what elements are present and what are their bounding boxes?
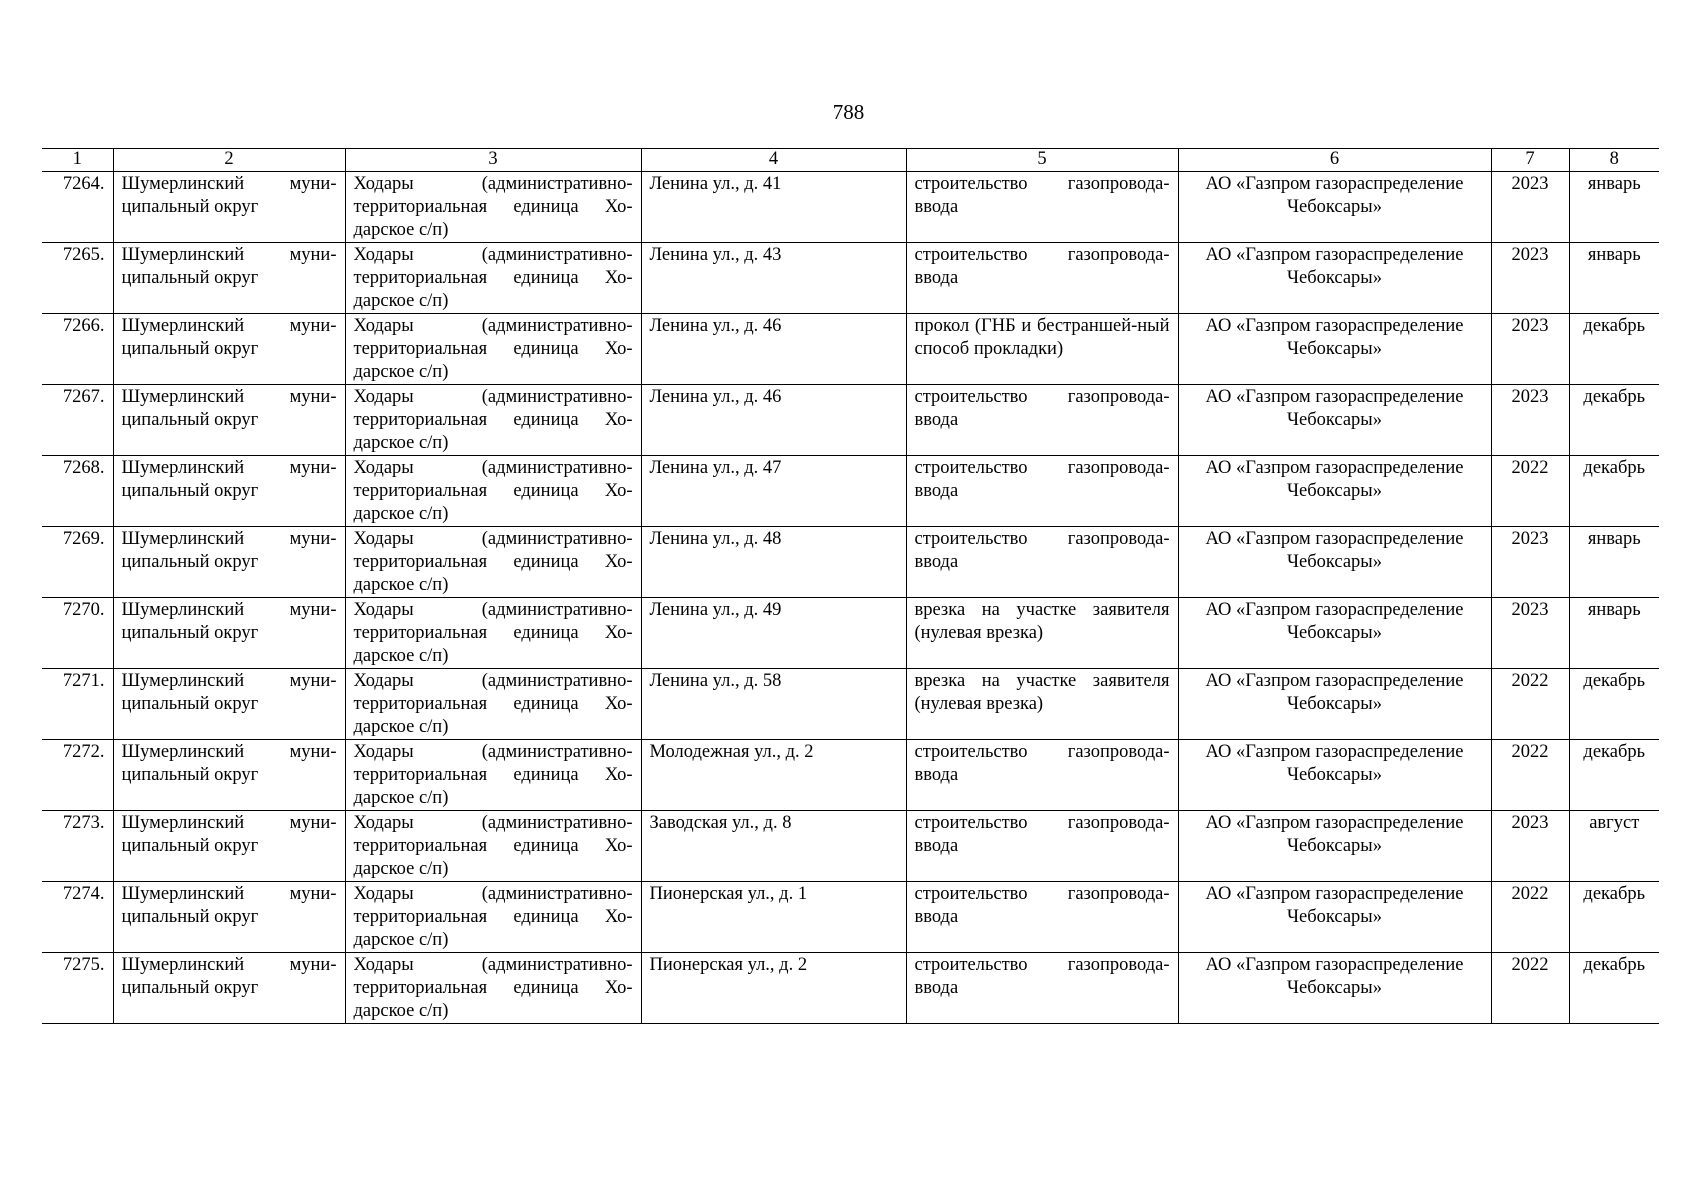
row-number-cell: 7266.	[42, 314, 113, 385]
column-number-row	[42, 149, 1659, 172]
row-number-cell: 7269.	[42, 527, 113, 598]
district-cell: Шумерлинский муни-ципальный округ	[113, 385, 345, 456]
month-cell: декабрь	[1569, 740, 1659, 811]
table-row	[42, 669, 1659, 740]
district-cell: Шумерлинский муни-ципальный округ	[113, 598, 345, 669]
locality-cell: Ходары (административно-территориальная единица Хо-дарское с/п)	[345, 882, 641, 953]
work-type-cell: строительство газопровода-ввода	[906, 456, 1178, 527]
table-row	[42, 811, 1659, 882]
work-type-cell: строительство газопровода-ввода	[906, 527, 1178, 598]
district-cell: Шумерлинский муни-ципальный округ	[113, 314, 345, 385]
work-type-cell: строительство газопровода-ввода	[906, 811, 1178, 882]
column-header: 5	[906, 149, 1178, 172]
district-cell: Шумерлинский муни-ципальный округ	[113, 172, 345, 243]
row-number-cell: 7274.	[42, 882, 113, 953]
locality-cell: Ходары (административно-территориальная единица Хо-дарское с/п)	[345, 811, 641, 882]
month-cell: январь	[1569, 527, 1659, 598]
locality-cell: Ходары (административно-территориальная единица Хо-дарское с/п)	[345, 598, 641, 669]
district-cell: Шумерлинский муни-ципальный округ	[113, 811, 345, 882]
year-cell: 2023	[1491, 314, 1569, 385]
table-row	[42, 172, 1659, 243]
table-row	[42, 740, 1659, 811]
address-cell: Ленина ул., д. 41	[641, 172, 906, 243]
locality-cell: Ходары (административно-территориальная единица Хо-дарское с/п)	[345, 314, 641, 385]
year-cell: 2023	[1491, 172, 1569, 243]
year-cell: 2022	[1491, 953, 1569, 1024]
organization-cell: АО «Газпром газораспределение Чебоксары»	[1178, 811, 1491, 882]
district-cell: Шумерлинский муни-ципальный округ	[113, 527, 345, 598]
row-number-cell: 7272.	[42, 740, 113, 811]
work-type-cell: строительство газопровода-ввода	[906, 172, 1178, 243]
work-type-cell: строительство газопровода-ввода	[906, 953, 1178, 1024]
work-type-cell: врезка на участке заявителя (нулевая врезка)	[906, 598, 1178, 669]
locality-cell: Ходары (административно-территориальная единица Хо-дарское с/п)	[345, 172, 641, 243]
table-row	[42, 314, 1659, 385]
row-number-cell: 7265.	[42, 243, 113, 314]
month-cell: январь	[1569, 243, 1659, 314]
row-number-cell: 7264.	[42, 172, 113, 243]
month-cell: декабрь	[1569, 882, 1659, 953]
locality-cell: Ходары (административно-территориальная единица Хо-дарское с/п)	[345, 953, 641, 1024]
address-cell: Ленина ул., д. 46	[641, 314, 906, 385]
table-row	[42, 527, 1659, 598]
year-cell: 2023	[1491, 243, 1569, 314]
organization-cell: АО «Газпром газораспределение Чебоксары»	[1178, 598, 1491, 669]
month-cell: декабрь	[1569, 669, 1659, 740]
work-type-cell: строительство газопровода-ввода	[906, 385, 1178, 456]
row-number-cell: 7275.	[42, 953, 113, 1024]
work-type-cell: прокол (ГНБ и бестраншей-ный способ прокладки)	[906, 314, 1178, 385]
row-number-cell: 7271.	[42, 669, 113, 740]
year-cell: 2023	[1491, 527, 1569, 598]
month-cell: август	[1569, 811, 1659, 882]
column-header: 4	[641, 149, 906, 172]
district-cell: Шумерлинский муни-ципальный округ	[113, 882, 345, 953]
address-cell: Ленина ул., д. 46	[641, 385, 906, 456]
organization-cell: АО «Газпром газораспределение Чебоксары»	[1178, 882, 1491, 953]
page-number: 788	[832, 100, 865, 124]
table-row	[42, 243, 1659, 314]
month-cell: декабрь	[1569, 314, 1659, 385]
row-number-cell: 7270.	[42, 598, 113, 669]
year-cell: 2023	[1491, 811, 1569, 882]
district-cell: Шумерлинский муни-ципальный округ	[113, 456, 345, 527]
month-cell: декабрь	[1569, 456, 1659, 527]
organization-cell: АО «Газпром газораспределение Чебоксары»	[1178, 314, 1491, 385]
work-type-cell: строительство газопровода-ввода	[906, 882, 1178, 953]
month-cell: декабрь	[1569, 953, 1659, 1024]
work-type-cell: врезка на участке заявителя (нулевая врезка)	[906, 669, 1178, 740]
district-cell: Шумерлинский муни-ципальный округ	[113, 953, 345, 1024]
organization-cell: АО «Газпром газораспределение Чебоксары»	[1178, 740, 1491, 811]
year-cell: 2023	[1491, 385, 1569, 456]
table-row	[42, 953, 1659, 1024]
address-cell: Ленина ул., д. 49	[641, 598, 906, 669]
table-row	[42, 456, 1659, 527]
row-number-cell: 7268.	[42, 456, 113, 527]
year-cell: 2022	[1491, 740, 1569, 811]
month-cell: декабрь	[1569, 385, 1659, 456]
column-header: 8	[1569, 149, 1659, 172]
organization-cell: АО «Газпром газораспределение Чебоксары»	[1178, 527, 1491, 598]
address-cell: Пионерская ул., д. 2	[641, 953, 906, 1024]
column-header: 1	[42, 149, 113, 172]
work-type-cell: строительство газопровода-ввода	[906, 243, 1178, 314]
locality-cell: Ходары (административно-территориальная единица Хо-дарское с/п)	[345, 527, 641, 598]
column-header: 3	[345, 149, 641, 172]
organization-cell: АО «Газпром газораспределение Чебоксары»	[1178, 669, 1491, 740]
locality-cell: Ходары (административно-территориальная единица Хо-дарское с/п)	[345, 669, 641, 740]
address-cell: Ленина ул., д. 48	[641, 527, 906, 598]
table-row	[42, 385, 1659, 456]
address-cell: Заводская ул., д. 8	[641, 811, 906, 882]
address-cell: Ленина ул., д. 58	[641, 669, 906, 740]
locality-cell: Ходары (административно-территориальная единица Хо-дарское с/п)	[345, 243, 641, 314]
work-type-cell: строительство газопровода-ввода	[906, 740, 1178, 811]
locality-cell: Ходары (административно-территориальная единица Хо-дарское с/п)	[345, 385, 641, 456]
address-cell: Ленина ул., д. 47	[641, 456, 906, 527]
address-cell: Ленина ул., д. 43	[641, 243, 906, 314]
row-number-cell: 7273.	[42, 811, 113, 882]
registry-table	[42, 148, 1659, 1024]
column-header: 7	[1491, 149, 1569, 172]
year-cell: 2023	[1491, 598, 1569, 669]
organization-cell: АО «Газпром газораспределение Чебоксары»	[1178, 953, 1491, 1024]
column-header: 2	[113, 149, 345, 172]
table-row	[42, 598, 1659, 669]
table-row	[42, 882, 1659, 953]
row-number-cell: 7267.	[42, 385, 113, 456]
organization-cell: АО «Газпром газораспределение Чебоксары»	[1178, 243, 1491, 314]
address-cell: Пионерская ул., д. 1	[641, 882, 906, 953]
column-header: 6	[1178, 149, 1491, 172]
year-cell: 2022	[1491, 456, 1569, 527]
locality-cell: Ходары (административно-территориальная единица Хо-дарское с/п)	[345, 456, 641, 527]
district-cell: Шумерлинский муни-ципальный округ	[113, 243, 345, 314]
year-cell: 2022	[1491, 882, 1569, 953]
month-cell: январь	[1569, 172, 1659, 243]
year-cell: 2022	[1491, 669, 1569, 740]
organization-cell: АО «Газпром газораспределение Чебоксары»	[1178, 172, 1491, 243]
organization-cell: АО «Газпром газораспределение Чебоксары»	[1178, 385, 1491, 456]
district-cell: Шумерлинский муни-ципальный округ	[113, 669, 345, 740]
organization-cell: АО «Газпром газораспределение Чебоксары»	[1178, 456, 1491, 527]
address-cell: Молодежная ул., д. 2	[641, 740, 906, 811]
district-cell: Шумерлинский муни-ципальный округ	[113, 740, 345, 811]
month-cell: январь	[1569, 598, 1659, 669]
locality-cell: Ходары (административно-территориальная единица Хо-дарское с/п)	[345, 740, 641, 811]
